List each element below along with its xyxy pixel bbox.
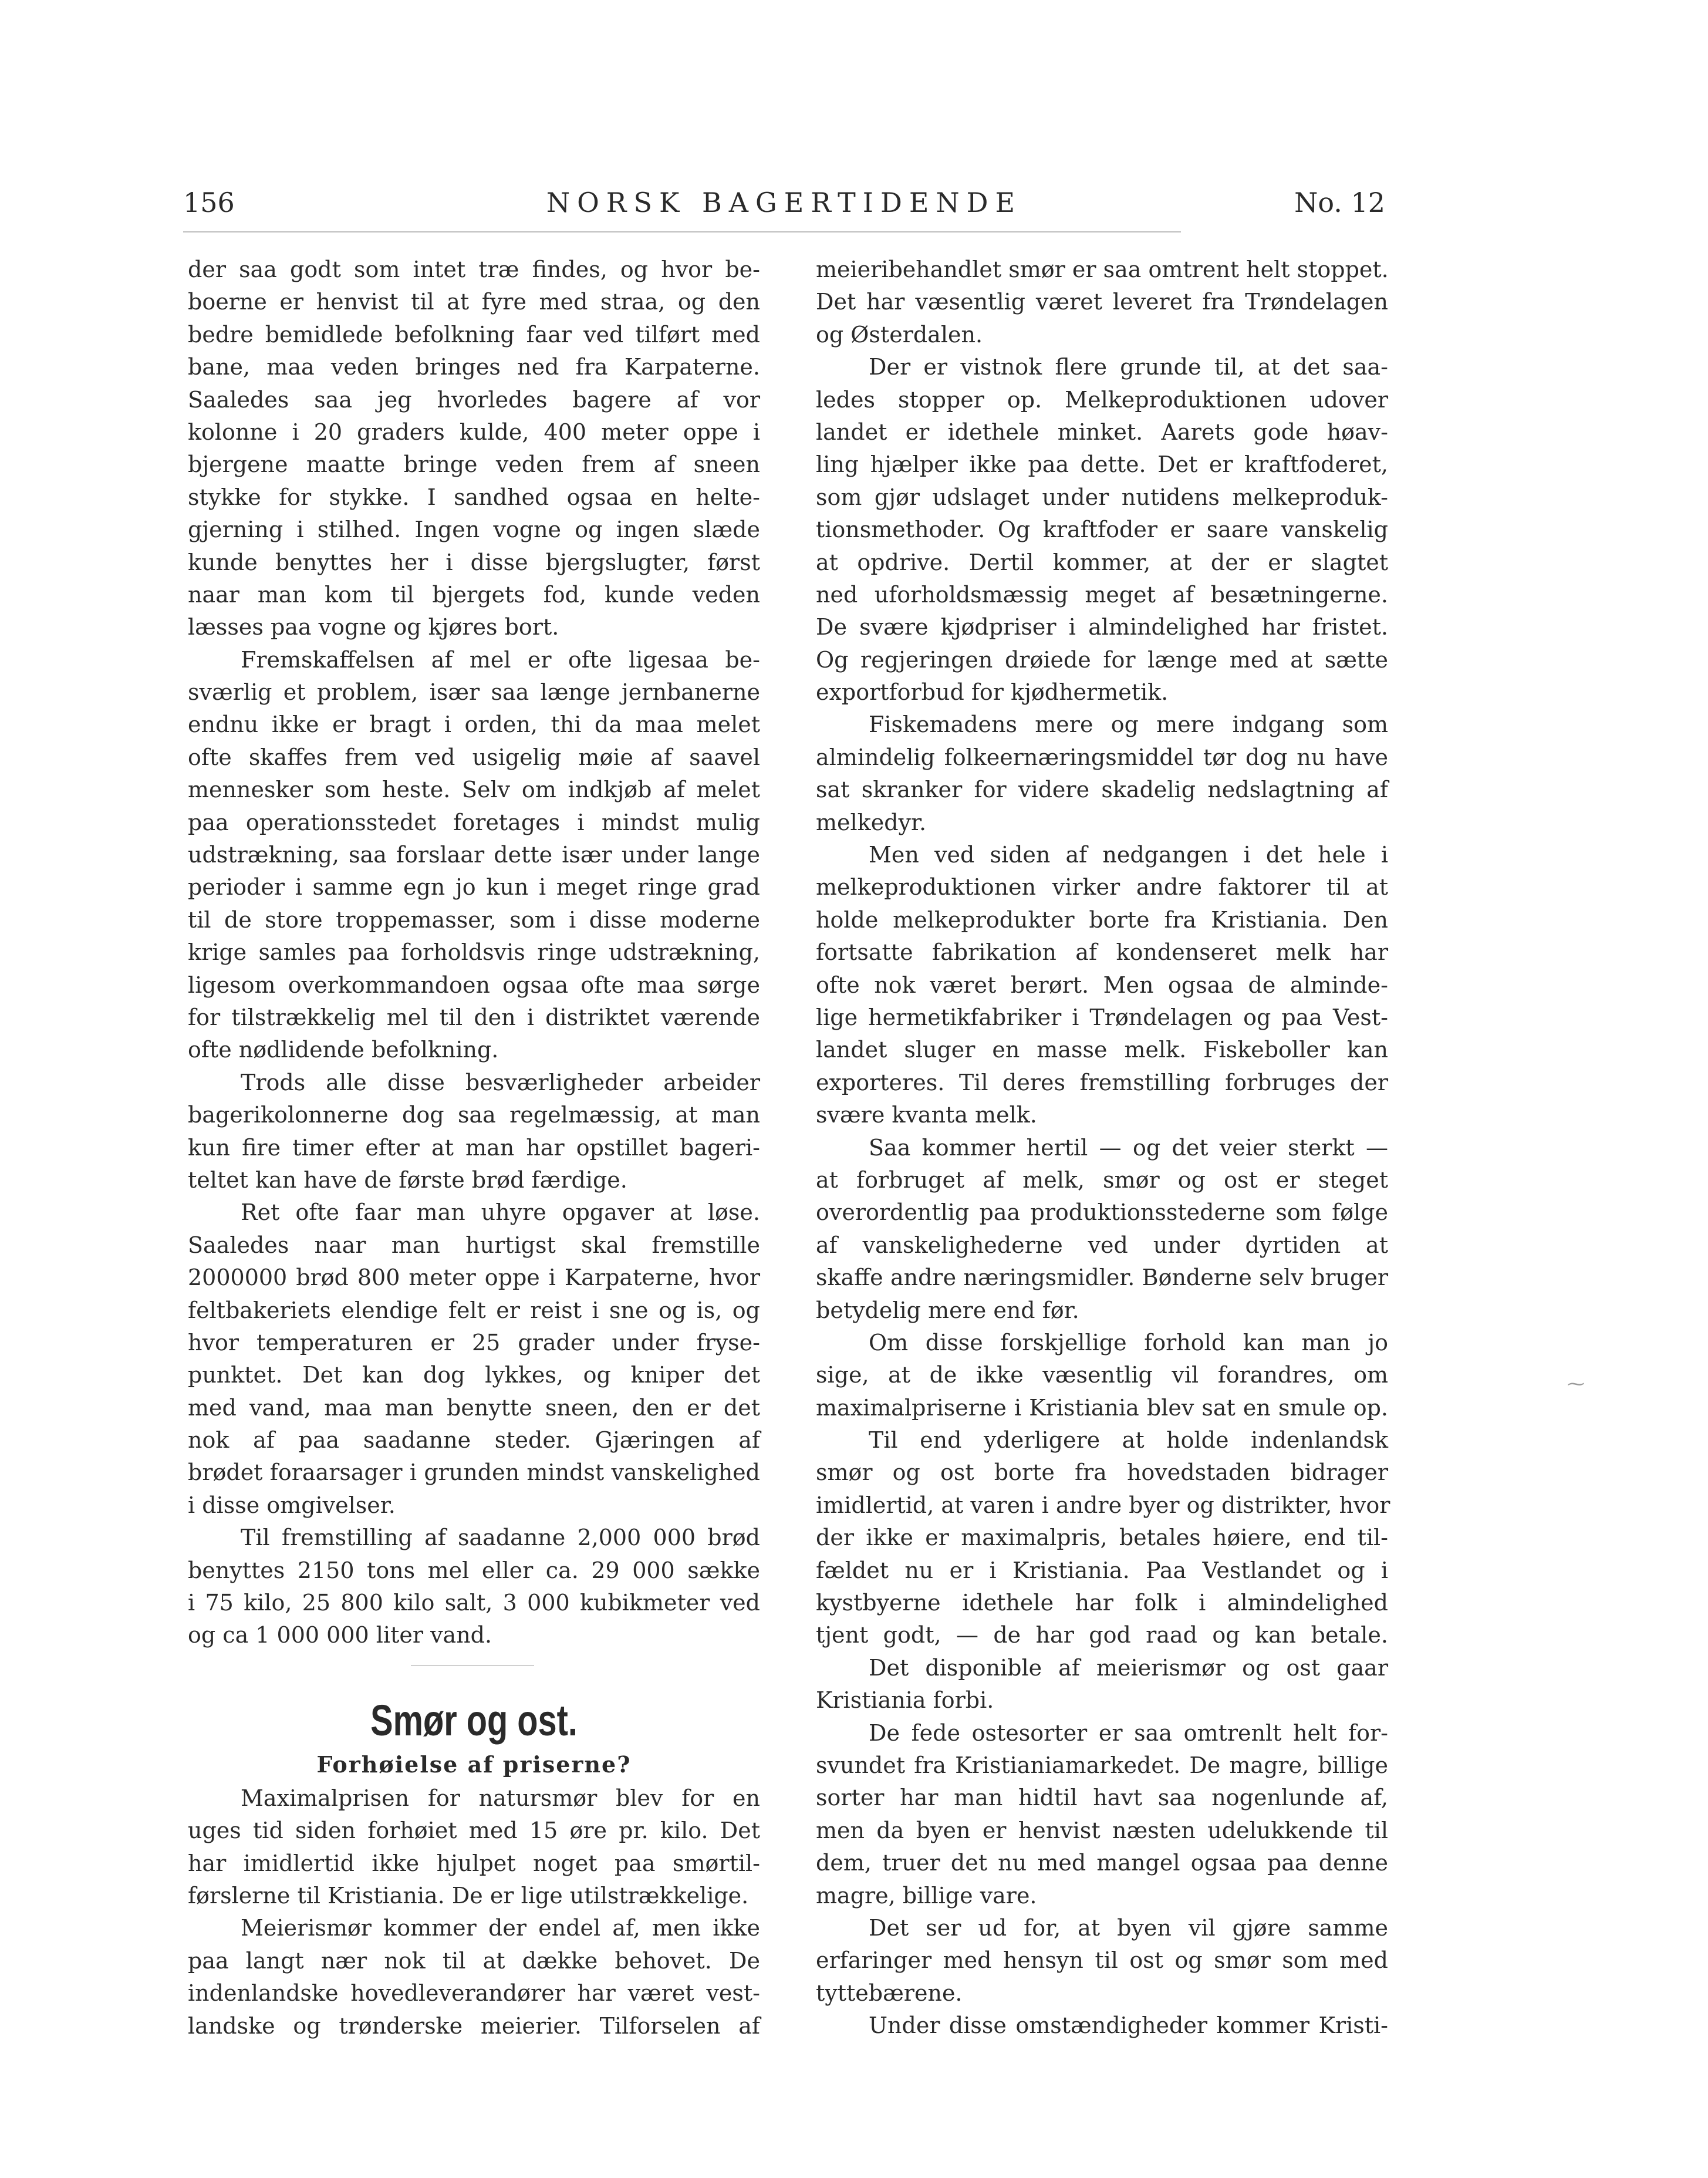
text-line: skaffe andre næringsmidler. Bønderne selv bruger <box>816 1265 1388 1291</box>
text-line: og ca 1 000 000 liter vand. <box>188 1622 492 1648</box>
text-line: naar man kom til bjergets fod, kunde veden <box>188 581 760 608</box>
left-column <box>188 254 760 2042</box>
text-line: Saa kommer hertil — og det veier sterkt — <box>869 1134 1388 1161</box>
text-line: sorter har man hidtil havt saa nogenlunde af, <box>816 1785 1388 1811</box>
text-line: gjerning i stilhed. Ingen vogne og ingen slæde <box>188 517 760 543</box>
text-line: Meierismør kommer der endel af, men ikke <box>241 1915 760 1941</box>
text-line: bjergene maatte bringe veden frem af sneen <box>188 451 760 478</box>
text-line: at forbruget af melk, smør og ost er steget <box>816 1166 1388 1193</box>
section-separator <box>411 1665 534 1666</box>
text-line: Og regjeringen drøiede for længe med at sætte <box>816 646 1388 673</box>
text-line: svære kvanta melk. <box>816 1102 1037 1128</box>
text-line: smør og ost borte fra hovedstaden bidrager <box>816 1459 1388 1486</box>
text-line: sat skranker for videre skadelig nedslagtning af <box>816 777 1388 803</box>
text-line: Saaledes naar man hurtigst skal fremstille <box>188 1232 760 1258</box>
text-line: førslerne til Kristiania. De er lige utilstrækkelige. <box>188 1882 749 1909</box>
text-line: ofte nok været berørt. Men ogsaa de alminde- <box>816 972 1388 998</box>
text-line: der saa godt som intet træ findes, og hvor be- <box>188 257 760 282</box>
page-number: 156 <box>183 187 235 218</box>
text-line: Maximalprisen for natursmør blev for en <box>241 1785 760 1811</box>
text-line: har imidlertid ikke hjulpet noget paa smørtil- <box>188 1850 760 1876</box>
text-line: sværlig et problem, især saa længe jernbanerne <box>188 679 760 706</box>
text-line: mennesker som heste. Selv om indkjøb af melet <box>188 777 760 803</box>
text-line: sige, at de ikke væsentlig vil forandres, om <box>816 1362 1388 1388</box>
text-line: bagerikolonnerne dog saa regelmæssig, at man <box>188 1102 760 1128</box>
text-line: ned uforholdsmæssig meget af besætningerne. <box>816 581 1388 608</box>
text-line: brødet foraarsager i grunden mindst vanskelighed <box>188 1459 760 1486</box>
text-line: Til end yderligere at holde indenlandsk <box>869 1427 1388 1454</box>
text-line: i 75 kilo, 25 800 kilo salt, 3 000 kubikmeter ved <box>188 1590 760 1616</box>
issue-number: No. 12 <box>1294 187 1385 218</box>
text-line: Men ved siden af nedgangen i det hele i <box>869 842 1388 868</box>
text-line: Det ser ud for, at byen vil gjøre samme <box>869 1914 1388 1941</box>
text-line: paa operationsstedet foretages i mindst mulig <box>188 809 760 835</box>
journal-title: NORSK BAGERTIDENDE <box>546 187 1022 218</box>
section-title: Smør og ost. <box>370 1695 578 1745</box>
text-line: boerne er henvist til at fyre med straa, og den <box>188 289 760 315</box>
text-line: krige samles paa forholdsvis ringe udstrækning, <box>188 939 760 966</box>
text-line: landet sluger en masse melk. Fiskeboller kan <box>816 1037 1388 1063</box>
text-line: kun fire timer efter at man har opstillet bageri- <box>188 1134 760 1161</box>
text-line: der ikke er maximalpris, betales høiere, end til- <box>816 1525 1388 1551</box>
text-line: udstrækning, saa forslaar dette især under lange <box>188 842 760 868</box>
text-line: Under disse omstændigheder kommer Kristi- <box>869 2012 1388 2039</box>
text-line: Saaledes saa jeg hvorledes bagere af vor <box>188 386 760 413</box>
text-line: De fede ostesorter er saa omtrenlt helt for- <box>869 1720 1388 1746</box>
text-line: endnu ikke er bragt i orden, thi da maa melet <box>188 712 760 738</box>
text-line: tionsmethoder. Og kraftfoder er saare vanskelig <box>816 517 1388 543</box>
text-line: for tilstrækkelig mel til den i distriktet værende <box>188 1004 760 1030</box>
text-line: stykke for stykke. I sandhed ogsaa en helte- <box>188 484 760 510</box>
text-line: benyttes 2150 tons mel eller ca. 29 000 sække <box>188 1557 760 1583</box>
text-line: nok af paa saadanne steder. Gjæringen af <box>188 1427 760 1454</box>
text-line: Fiskemadens mere og mere indgang som <box>869 712 1388 738</box>
text-line: De svære kjødpriser i almindelighed har fristet. <box>816 614 1388 640</box>
text-line: melkedyr. <box>816 809 927 835</box>
text-line: tjent godt, — de har god raad og kan betale. <box>816 1622 1388 1648</box>
text-line: almindelig folkeernæringsmiddel tør dog nu have <box>816 744 1388 770</box>
text-line: ofte skaffes frem ved usigelig møie af saavel <box>188 744 760 770</box>
text-line: meieribehandlet smør er saa omtrent helt stoppet. <box>816 257 1389 282</box>
text-line: tyttebærene. <box>816 1980 963 2006</box>
text-line: kunde benyttes her i disse bjergslugter, først <box>188 549 760 575</box>
text-line: holde melkeprodukter borte fra Kristiania. Den <box>816 906 1388 933</box>
margin-mark: ⁓ <box>1567 1374 1585 1394</box>
text-line: dem, truer det nu med mangel ogsaa paa denne <box>816 1850 1388 1876</box>
text-line: ledes stopper op. Melkeproduktionen udover <box>816 386 1388 413</box>
text-line: med vand, maa man benytte sneen, den er det <box>188 1394 760 1421</box>
text-line: Der er vistnok flere grunde til, at det saa- <box>869 354 1388 380</box>
text-line: maximalpriserne i Kristiania blev sat en smule op. <box>816 1394 1388 1421</box>
text-line: Det har væsentlig været leveret fra Trøndelagen <box>816 289 1388 315</box>
text-line: magre, billige vare. <box>816 1882 1037 1909</box>
page-header <box>183 187 1385 228</box>
text-line: overordentlig paa produktionsstederne som følge <box>816 1199 1388 1226</box>
text-line: Til fremstilling af saadanne 2,000 000 brød <box>241 1525 760 1551</box>
text-line: som gjør udslaget under nutidens melkeproduk- <box>816 484 1388 510</box>
text-line: imidlertid, at varen i andre byer og distrikter, hvor <box>816 1492 1390 1518</box>
text-line: af vanskelighederne ved under dyrtiden at <box>816 1232 1388 1258</box>
text-line: hvor temperaturen er 25 grader under fryse- <box>188 1329 760 1356</box>
text-line: perioder i samme egn jo kun i meget ringe grad <box>188 874 760 901</box>
text-line: indenlandske hovedleverandører har været vest- <box>188 1980 760 2007</box>
text-line: melkeproduktionen virker andre faktorer til at <box>816 874 1388 901</box>
text-line: fortsatte fabrikation af kondenseret melk har <box>816 939 1388 966</box>
text-line: svundet fra Kristianiamarkedet. De magre, billige <box>816 1752 1388 1778</box>
text-line: Ret ofte faar man uhyre opgaver at løse. <box>241 1199 760 1226</box>
text-line: betydelig mere end før. <box>816 1297 1079 1323</box>
section-subtitle: Forhøielse af priserne? <box>316 1751 632 1778</box>
text-line: erfaringer med hensyn til ost og smør som med <box>816 1947 1388 1974</box>
text-line: fældet nu er i Kristiania. Paa Vestlandet og i <box>816 1557 1388 1583</box>
text-line: punktet. Det kan dog lykkes, og kniper det <box>188 1362 760 1388</box>
text-line: men da byen er henvist næsten udelukkende til <box>816 1817 1388 1843</box>
text-line: Kristiania forbi. <box>816 1687 994 1714</box>
text-line: Om disse forskjellige forhold kan man jo <box>869 1329 1388 1356</box>
text-line: 2000000 brød 800 meter oppe i Karpaterne, hvor <box>188 1265 760 1291</box>
text-line: ligesom overkommandoen ogsaa ofte maa sørge <box>188 972 760 998</box>
text-line: at opdrive. Dertil kommer, at der er slagtet <box>816 549 1388 575</box>
text-line: til de store troppemasser, som i disse moderne <box>188 906 760 933</box>
text-line: uges tid siden forhøiet med 15 øre pr. kilo. Det <box>188 1818 760 1844</box>
text-line: exporteres. Til deres fremstilling forbruges der <box>816 1069 1388 1095</box>
text-line: landet er idethele minket. Aarets gode høav- <box>816 419 1388 445</box>
text-line: exportforbud for kjødhermetik. <box>816 679 1169 706</box>
text-line: bane, maa veden bringes ned fra Karpaterne. <box>188 354 760 380</box>
text-line: Fremskaffelsen af mel er ofte ligesaa be- <box>241 646 760 673</box>
text-line: ofte nødlidende befolkning. <box>188 1037 499 1063</box>
text-line: paa langt nær nok til at dække behovet. De <box>188 1947 760 1974</box>
right-column <box>816 254 1388 2042</box>
text-line: teltet kan have de første brød færdige. <box>188 1166 627 1193</box>
text-line: Det disponible af meierismør og ost gaar <box>869 1654 1388 1681</box>
text-line: bedre bemidlede befolkning faar ved tilført med <box>188 321 760 348</box>
text-line: Trods alle disse besværligheder arbeider <box>241 1069 760 1095</box>
text-line: feltbakeriets elendige felt er reist i sne og is, og <box>188 1297 760 1323</box>
text-line: og Østerdalen. <box>816 321 983 348</box>
text-line: i disse omgivelser. <box>188 1492 396 1518</box>
text-line: kolonne i 20 graders kulde, 400 meter oppe i <box>188 419 760 445</box>
header-rule <box>183 231 1181 232</box>
text-line: kystbyerne idethele har folk i almindelighed <box>816 1590 1388 1616</box>
text-line: læsses paa vogne og kjøres bort. <box>188 614 559 640</box>
text-line: ling hjælper ikke paa dette. Det er kraftfoderet, <box>816 451 1388 478</box>
text-line: landske og trønderske meierier. Tilforselen af <box>188 2012 760 2039</box>
text-line: lige hermetikfabriker i Trøndelagen og paa Vest- <box>816 1004 1388 1030</box>
